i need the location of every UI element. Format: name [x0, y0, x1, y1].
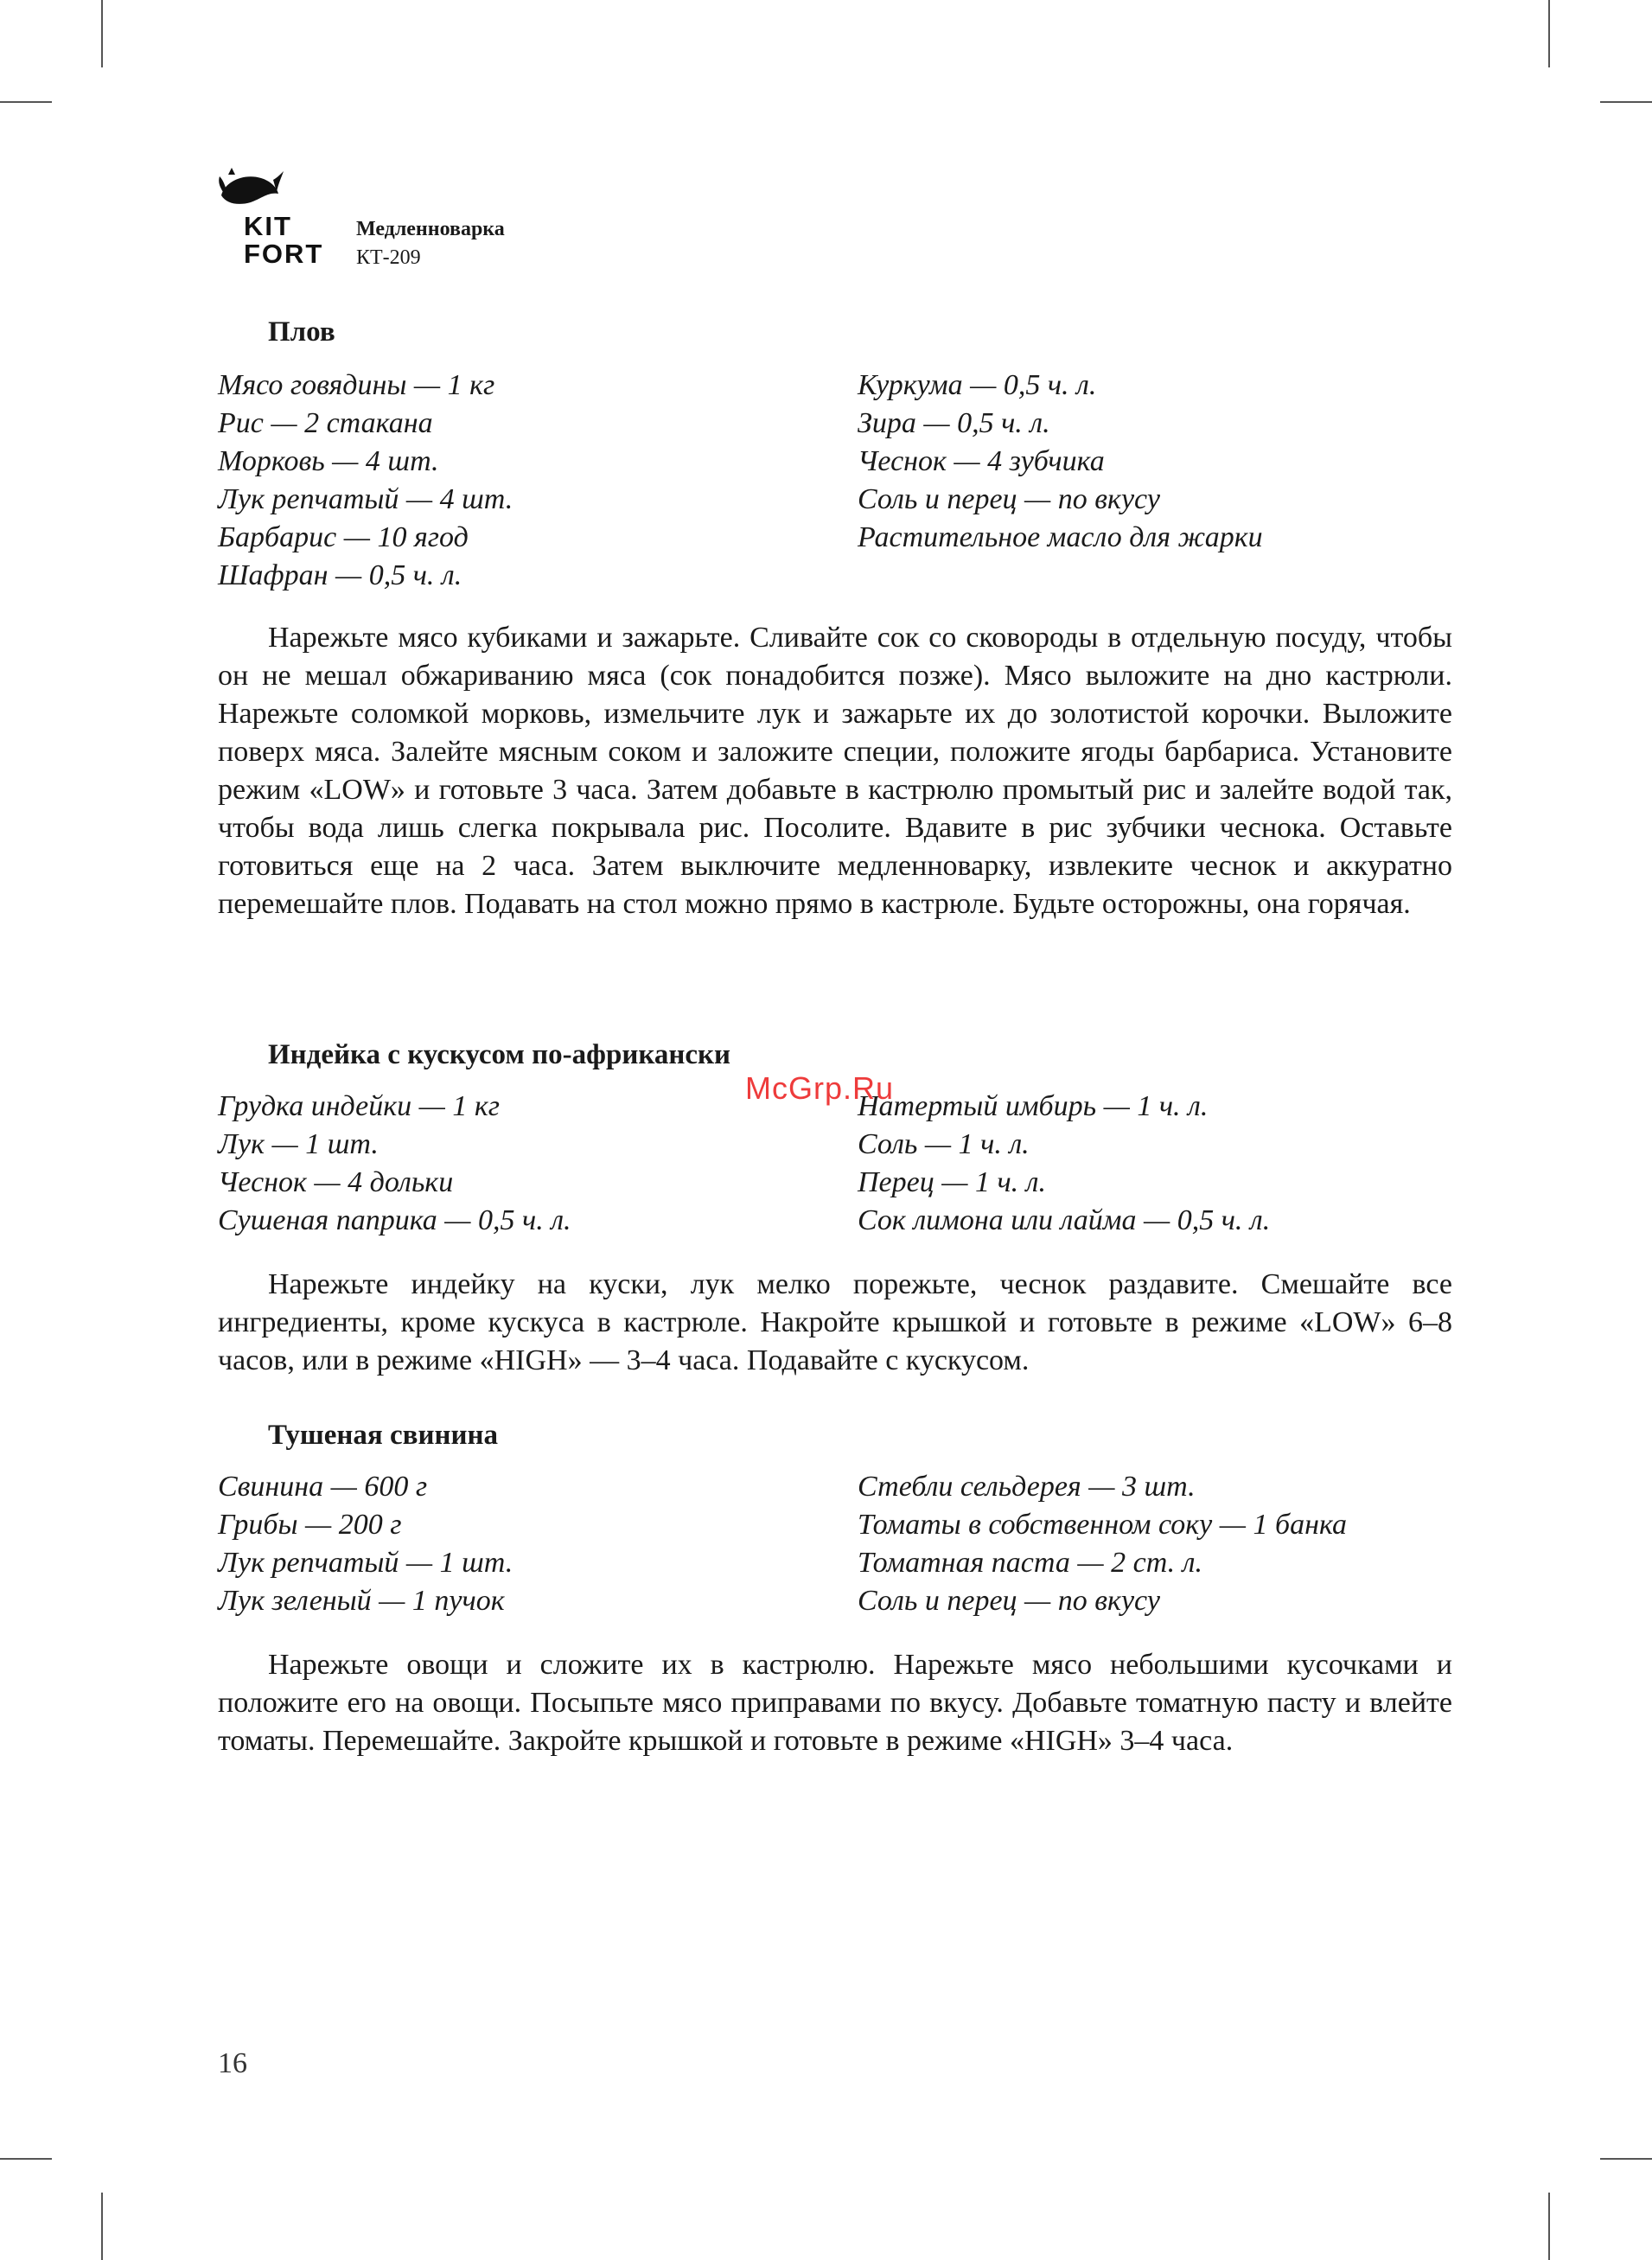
ingredient: Сушеная паприка — 0,5 ч. л. — [218, 1204, 571, 1236]
ingredient: Лук — 1 шт. — [218, 1128, 379, 1160]
crop-mark — [1600, 101, 1652, 103]
ingredient: Растительное масло для жарки — [858, 521, 1263, 553]
ingredient: Соль и перец — по вкусу — [858, 483, 1160, 515]
ingredient: Соль — 1 ч. л. — [858, 1128, 1030, 1160]
product-info — [356, 214, 581, 271]
crop-mark — [1548, 2193, 1550, 2260]
ingredient: Сок лимона или лайма — 0,5 ч. л. — [858, 1204, 1271, 1236]
ingredient: Лук репчатый — 4 шт. — [218, 483, 513, 515]
brand-logo — [213, 166, 334, 270]
ingredient: Барбарис — 10 ягод — [218, 521, 469, 553]
recipe-text-plov: Нарежьте мясо кубиками и зажарьте. Сливайте сок со сковороды в отдельную посуду, чтобы он не мешал обжариванию мяса (сок понадобится позже). Мясо выложите на дно кастрюли. Нарежьте соломкой морковь, измельчите лук и зажарьте их до золотистой корочки. Выложите поверх мяса. Залейте мясным соком и заложите специи, положите ягоды барбариса. Установите режим «LOW» и готовьте 3 часа. Затем добавьте в кастрюлю промытый рис и залейте водой так, чтобы вода лишь слегка покрывала рис. Посолите. Вдавите в рис зубчики чеснока. Оставьте готовиться еще на 2 часа. Затем выключите медленноварку, извлеките чеснок и аккуратно перемешайте плов. Подавать на стол можно прямо в кастрюле. Будьте осторожны, она горячая. — [218, 622, 1452, 920]
ingredient: Зира — 0,5 ч. л. — [858, 407, 1050, 439]
watermark: McGrp.Ru — [745, 1070, 895, 1106]
ingredient: Лук репчатый — 1 шт. — [218, 1547, 513, 1579]
ingredient: Грудка индейки — 1 кг — [218, 1090, 501, 1122]
ingredient: Грибы — 200 г — [218, 1509, 402, 1541]
ingredient: Томатная паста — 2 ст. л. — [858, 1547, 1202, 1579]
recipe-text-turkey: Нарежьте индейку на куски, лук мелко порежьте, чеснок раздавите. Смешайте все ингредиенты, кроме кускуса в кастрюле. Накройте крышкой и готовьте в режиме «LOW» 6–8 часов, или в режиме «HIGH» — 3–4 часа. Подавайте с кускусом. — [218, 1268, 1452, 1376]
product-name: Медленноварка — [356, 218, 505, 240]
ingredients-left-pork — [218, 1468, 823, 1620]
ingredients-left-plov — [218, 367, 823, 595]
page-number: 16 — [218, 2047, 247, 2079]
crop-mark — [101, 0, 103, 67]
crop-mark — [1548, 0, 1550, 67]
ingredient: Морковь — 4 шт. — [218, 445, 439, 477]
crop-mark — [1600, 2158, 1652, 2160]
ingredient: Рис — 2 стакана — [218, 407, 433, 439]
whale-icon — [216, 166, 285, 214]
recipe-title-plov: Плов — [268, 316, 335, 348]
ingredient: Стебли сельдерея — 3 шт. — [858, 1471, 1196, 1503]
crop-mark — [0, 101, 52, 103]
ingredient: Мясо говядины — 1 кг — [218, 369, 495, 401]
ingredient: Чеснок — 4 зубчика — [858, 445, 1105, 477]
crop-mark — [101, 2193, 103, 2260]
ingredients-right-pork — [858, 1468, 1463, 1620]
ingredient: Соль и перец — по вкусу — [858, 1585, 1160, 1617]
ingredient: Перец — 1 ч. л. — [858, 1166, 1047, 1198]
brand-name: KIT FORT — [244, 211, 324, 269]
model-code: КТ-209 — [356, 246, 421, 269]
crop-mark — [0, 2158, 52, 2160]
ingredient: Чеснок — 4 дольки — [218, 1166, 454, 1198]
ingredient: Томаты в собственном соку — 1 банка — [858, 1509, 1347, 1541]
ingredient: Лук зеленый — 1 пучок — [218, 1585, 505, 1617]
ingredient: Куркума — 0,5 ч. л. — [858, 369, 1097, 401]
ingredient: Шафран — 0,5 ч. л. — [218, 559, 462, 591]
ingredient: Натертый имбирь — 1 ч. л. — [858, 1090, 1209, 1122]
recipe-title-turkey: Индейка с кускусом по-африкански — [268, 1039, 731, 1070]
ingredients-left-turkey — [218, 1088, 823, 1240]
ingredients-right-turkey — [858, 1088, 1463, 1240]
ingredients-right-plov — [858, 367, 1463, 557]
recipe-title-pork: Тушеная свинина — [268, 1420, 499, 1451]
recipe-text-pork: Нарежьте овощи и сложите их в кастрюлю. Нарежьте мясо небольшими кусочками и положите его на овощи. Посыпьте мясо приправами по вкусу. Добавьте томатную пасту и влейте томаты. Перемешайте. Закройте крышкой и готовьте в режиме «HIGH» 3–4 часа. — [218, 1649, 1452, 1757]
ingredient: Свинина — 600 г — [218, 1471, 428, 1503]
